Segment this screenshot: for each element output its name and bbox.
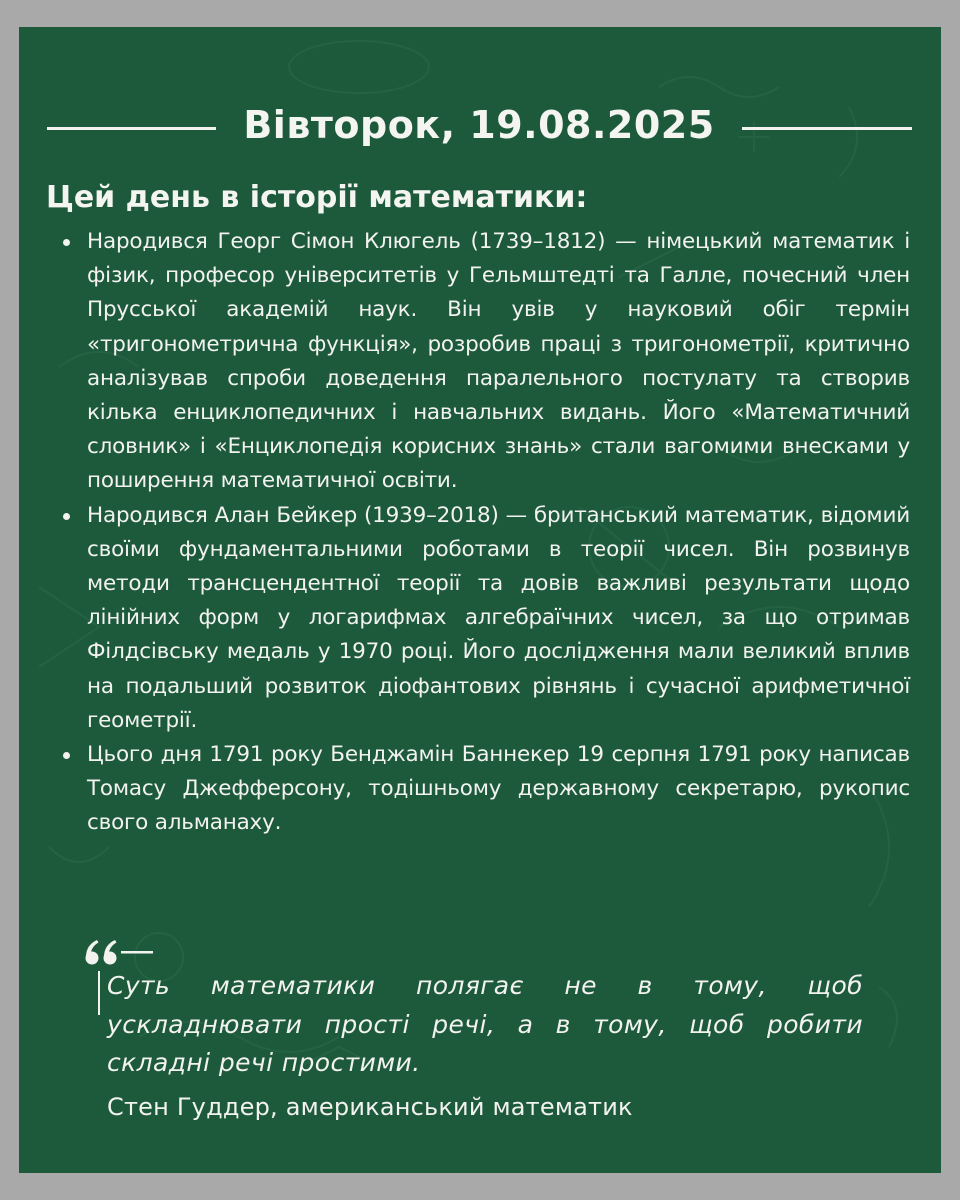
fact-text: Цього дня 1791 року Бенджамін Баннекер 19 серпня 1791 року написав Томасу Джефферсону, тодішньому державному секретарю, рукопис свого альманаху.	[87, 742, 910, 836]
fact-text: Народився Алан Бейкер (1939–2018) — британський математик, відомий своїми фундаментальними роботами в теорії чисел. Він розвинув методи трансцендентної теорії та довів важливі результати щодо лінійних форм у логарифмах алгебраїчних чисел, за що отримав Філдсівську медаль у 1970 році. Його дослідження мали великий вплив на подальший розвиток діофантових рівнянь і сучасної арифметичної геометрії.	[87, 502, 910, 733]
bullet-dot-icon	[63, 752, 70, 759]
list-item	[87, 225, 910, 499]
list-item	[87, 499, 910, 738]
facts-list	[87, 225, 910, 841]
page-date-title: Вівторок, 19.08.2025	[243, 103, 715, 147]
chalkboard-background	[19, 27, 941, 1173]
quote-author: Стен Гуддер, американський математик	[107, 1093, 633, 1121]
fact-text: Народився Георг Сімон Клюгель (1739–1812) — німецький математик і фізик, професор університетів у Гельмштедті та Галле, почесний член Прусської академій наук. Він увів у науковий обіг термін «тригонометрична функція», розробив праці з тригонометрії, критично аналізував спроби доведення паралельного постулату та створив кілька енциклопедичних і навчальних видань. Його «Математичний словник» і «Енциклопедія корисних знань» стали вагомими внесками у поширення математичної освіти.	[87, 229, 910, 494]
list-item	[87, 738, 910, 841]
header-rule-right	[742, 127, 912, 130]
bullet-dot-icon	[63, 513, 70, 520]
quote-text: Суть математики полягає не в тому, щоб ускладнювати прості речі, а в тому, щоб робити складні речі простими.	[107, 971, 863, 1077]
quote-bar	[98, 971, 100, 1015]
header-rule-left	[47, 127, 216, 130]
bullet-dot-icon	[63, 239, 70, 246]
section-title: Цей день в історії математики:	[46, 180, 588, 215]
header	[19, 99, 941, 155]
